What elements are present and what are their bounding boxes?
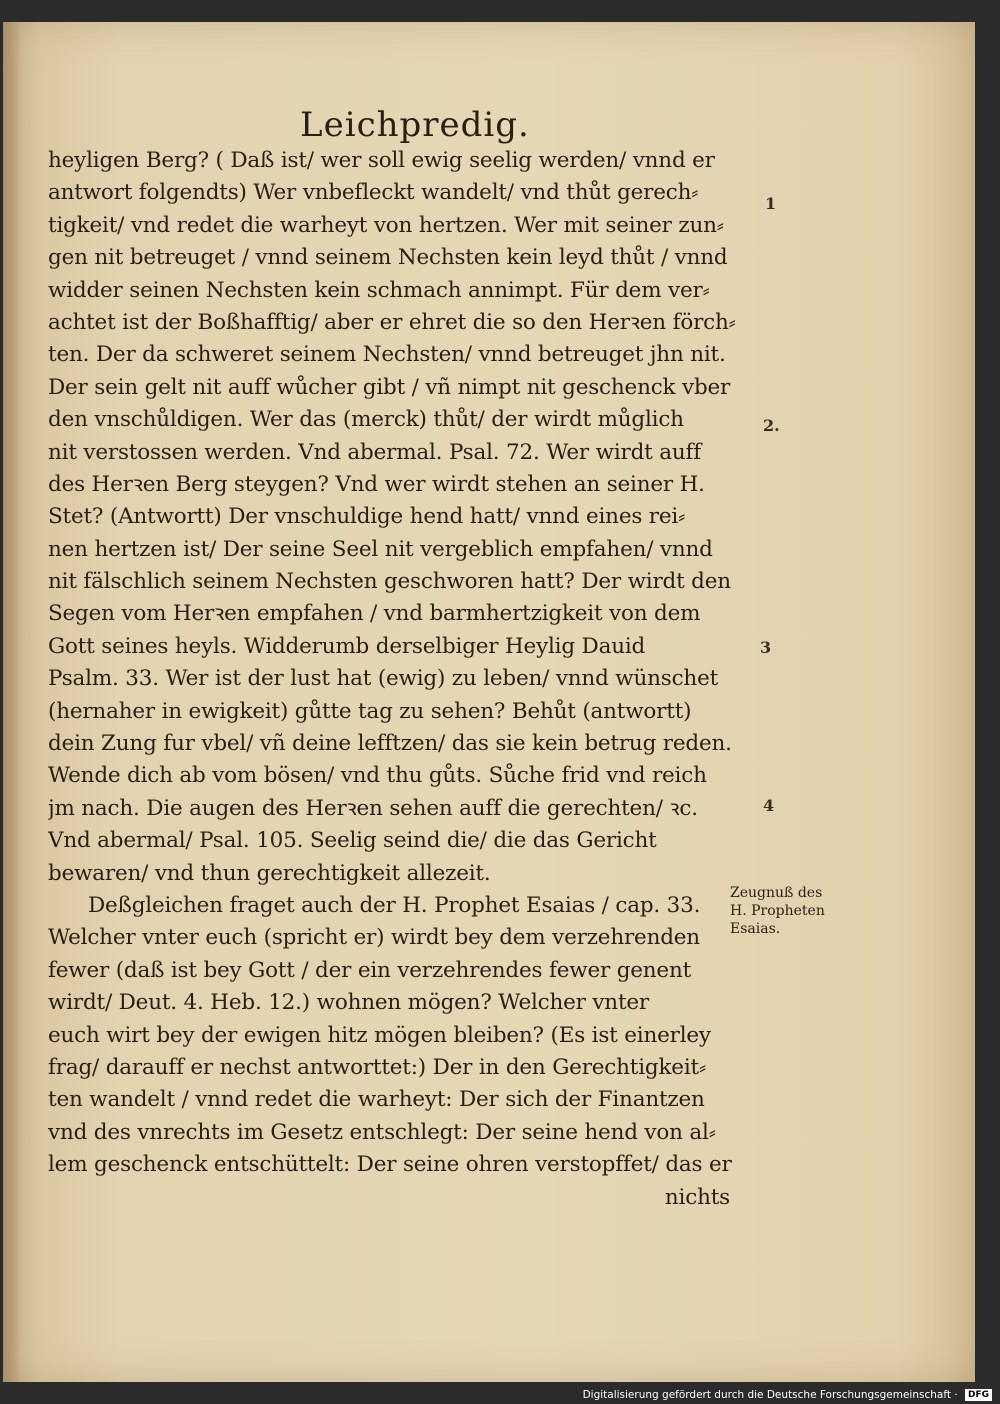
- text-line: Psalm. 33. Wer ist der lust hat (ewig) zu leben/ vnnd wünschet: [48, 666, 719, 692]
- text-line: den vnschůldigen. Wer das (merck) thůt/ der wirdt můglich: [48, 407, 684, 433]
- text-line: Vnd abermal/ Psal. 105. Seelig seind die/ die das Gericht: [48, 828, 657, 854]
- funding-footer: [560, 1389, 992, 1403]
- text-line: ten. Der da schweret seinem Nechsten/ vnnd betreuget jhn nit.: [48, 342, 726, 368]
- text-line: antwort folgendts) Wer vnbefleckt wandelt/ vnd thůt gerech⸗: [48, 180, 699, 206]
- margin-number: 4: [763, 796, 775, 815]
- running-head: Leichpredig.: [300, 105, 530, 145]
- marginal-note-line: Zeugnuß des: [730, 885, 823, 901]
- text-line: Wende dich ab vom bösen/ vnd thu gůts. Sůche frid vnd reich: [48, 763, 707, 789]
- text-line: widder seinen Nechsten kein schmach annimpt. Für dem ver⸗: [48, 277, 710, 303]
- text-line: (hernaher in ewigkeit) gůtte tag zu sehen? Behůt (antwortt): [48, 698, 692, 724]
- marginal-note-line: Esaias.: [730, 921, 781, 937]
- paragraph-start-line: Deßgleichen fraget auch der H. Prophet Esaias / cap. 33.: [88, 892, 701, 918]
- text-line: lem geschenck entschüttelt: Der seine ohren verstopffet/ das er: [48, 1152, 732, 1178]
- text-line: tigkeit/ vnd redet die warheyt von hertzen. Wer mit seiner zun⸗: [48, 212, 724, 238]
- text-line: fewer (daß ist bey Gott / der ein verzehrendes fewer genent: [48, 957, 692, 983]
- margin-number: 2.: [763, 416, 780, 435]
- text-line: vnd des vnrechts im Gesetz entschlegt: Der seine hend von al⸗: [48, 1119, 716, 1145]
- text-line: Segen vom Herꝛen empfahen / vnd barmhertzigkeit von dem: [48, 601, 701, 627]
- text-line: euch wirt bey der ewigen hitz mögen bleiben? (Es ist einerley: [48, 1022, 711, 1048]
- text-line: achtet ist der Boßhafftig/ aber er ehret die so den Herꝛen förch⸗: [48, 309, 736, 335]
- text-line: ten wandelt / vnnd redet die warheyt: Der sich der Finantzen: [48, 1087, 705, 1113]
- text-line: des Herꝛen Berg steygen? Vnd wer wirdt stehen an seiner H.: [48, 471, 705, 497]
- catchword: nichts: [664, 1184, 730, 1210]
- footer-text: Digitalisierung gefördert durch die Deutsche Forschungsgemeinschaft ·: [582, 1389, 958, 1401]
- text-line: wirdt/ Deut. 4. Heb. 12.) wohnen mögen? Welcher vnter: [48, 990, 649, 1016]
- text-line: nit verstossen werden. Vnd abermal. Psal. 72. Wer wirdt auff: [48, 439, 702, 465]
- text-line: gen nit betreuget / vnnd seinem Nechsten kein leyd thůt / vnnd: [48, 245, 728, 271]
- text-line: Welcher vnter euch (spricht er) wirdt bey dem verzehrenden: [48, 925, 700, 951]
- dfg-logo: DFG: [965, 1389, 992, 1401]
- marginal-note: [730, 884, 870, 938]
- text-line: nit fälschlich seinem Nechsten geschworen hatt? Der wirdt den: [48, 569, 731, 595]
- text-line: Stet? (Antwortt) Der vnschuldige hend hatt/ vnnd eines rei⸗: [48, 504, 686, 530]
- text-line: nen hertzen ist/ Der seine Seel nit vergeblich empfahen/ vnnd: [48, 536, 713, 562]
- text-line: frag/ darauff er nechst antworttet:) Der in den Gerechtigkeit⸗: [48, 1054, 706, 1080]
- margin-number: 3: [760, 638, 772, 657]
- text-line: dein Zung fur vbel/ vñ deine lefftzen/ das sie kein betrug reden.: [48, 731, 732, 757]
- text-line: Der sein gelt nit auff wůcher gibt / vñ nimpt nit geschenck vber: [48, 374, 731, 400]
- text-line: heyligen Berg? ( Daß ist/ wer soll ewig seelig werden/ vnnd er: [48, 148, 715, 173]
- page-gutter-shadow: [3, 22, 21, 1382]
- text-line: jm nach. Die augen des Herꝛen sehen auff die gerechten/ ꝛc.: [48, 795, 698, 821]
- text-line: Gott seines heyls. Widderumb derselbiger Heylig Dauid: [48, 633, 646, 659]
- body-text: [48, 145, 748, 1214]
- text-line: bewaren/ vnd thun gerechtigkeit allezeit.: [48, 860, 491, 886]
- margin-number: 1: [765, 194, 777, 213]
- marginal-note-line: H. Propheten: [730, 903, 825, 919]
